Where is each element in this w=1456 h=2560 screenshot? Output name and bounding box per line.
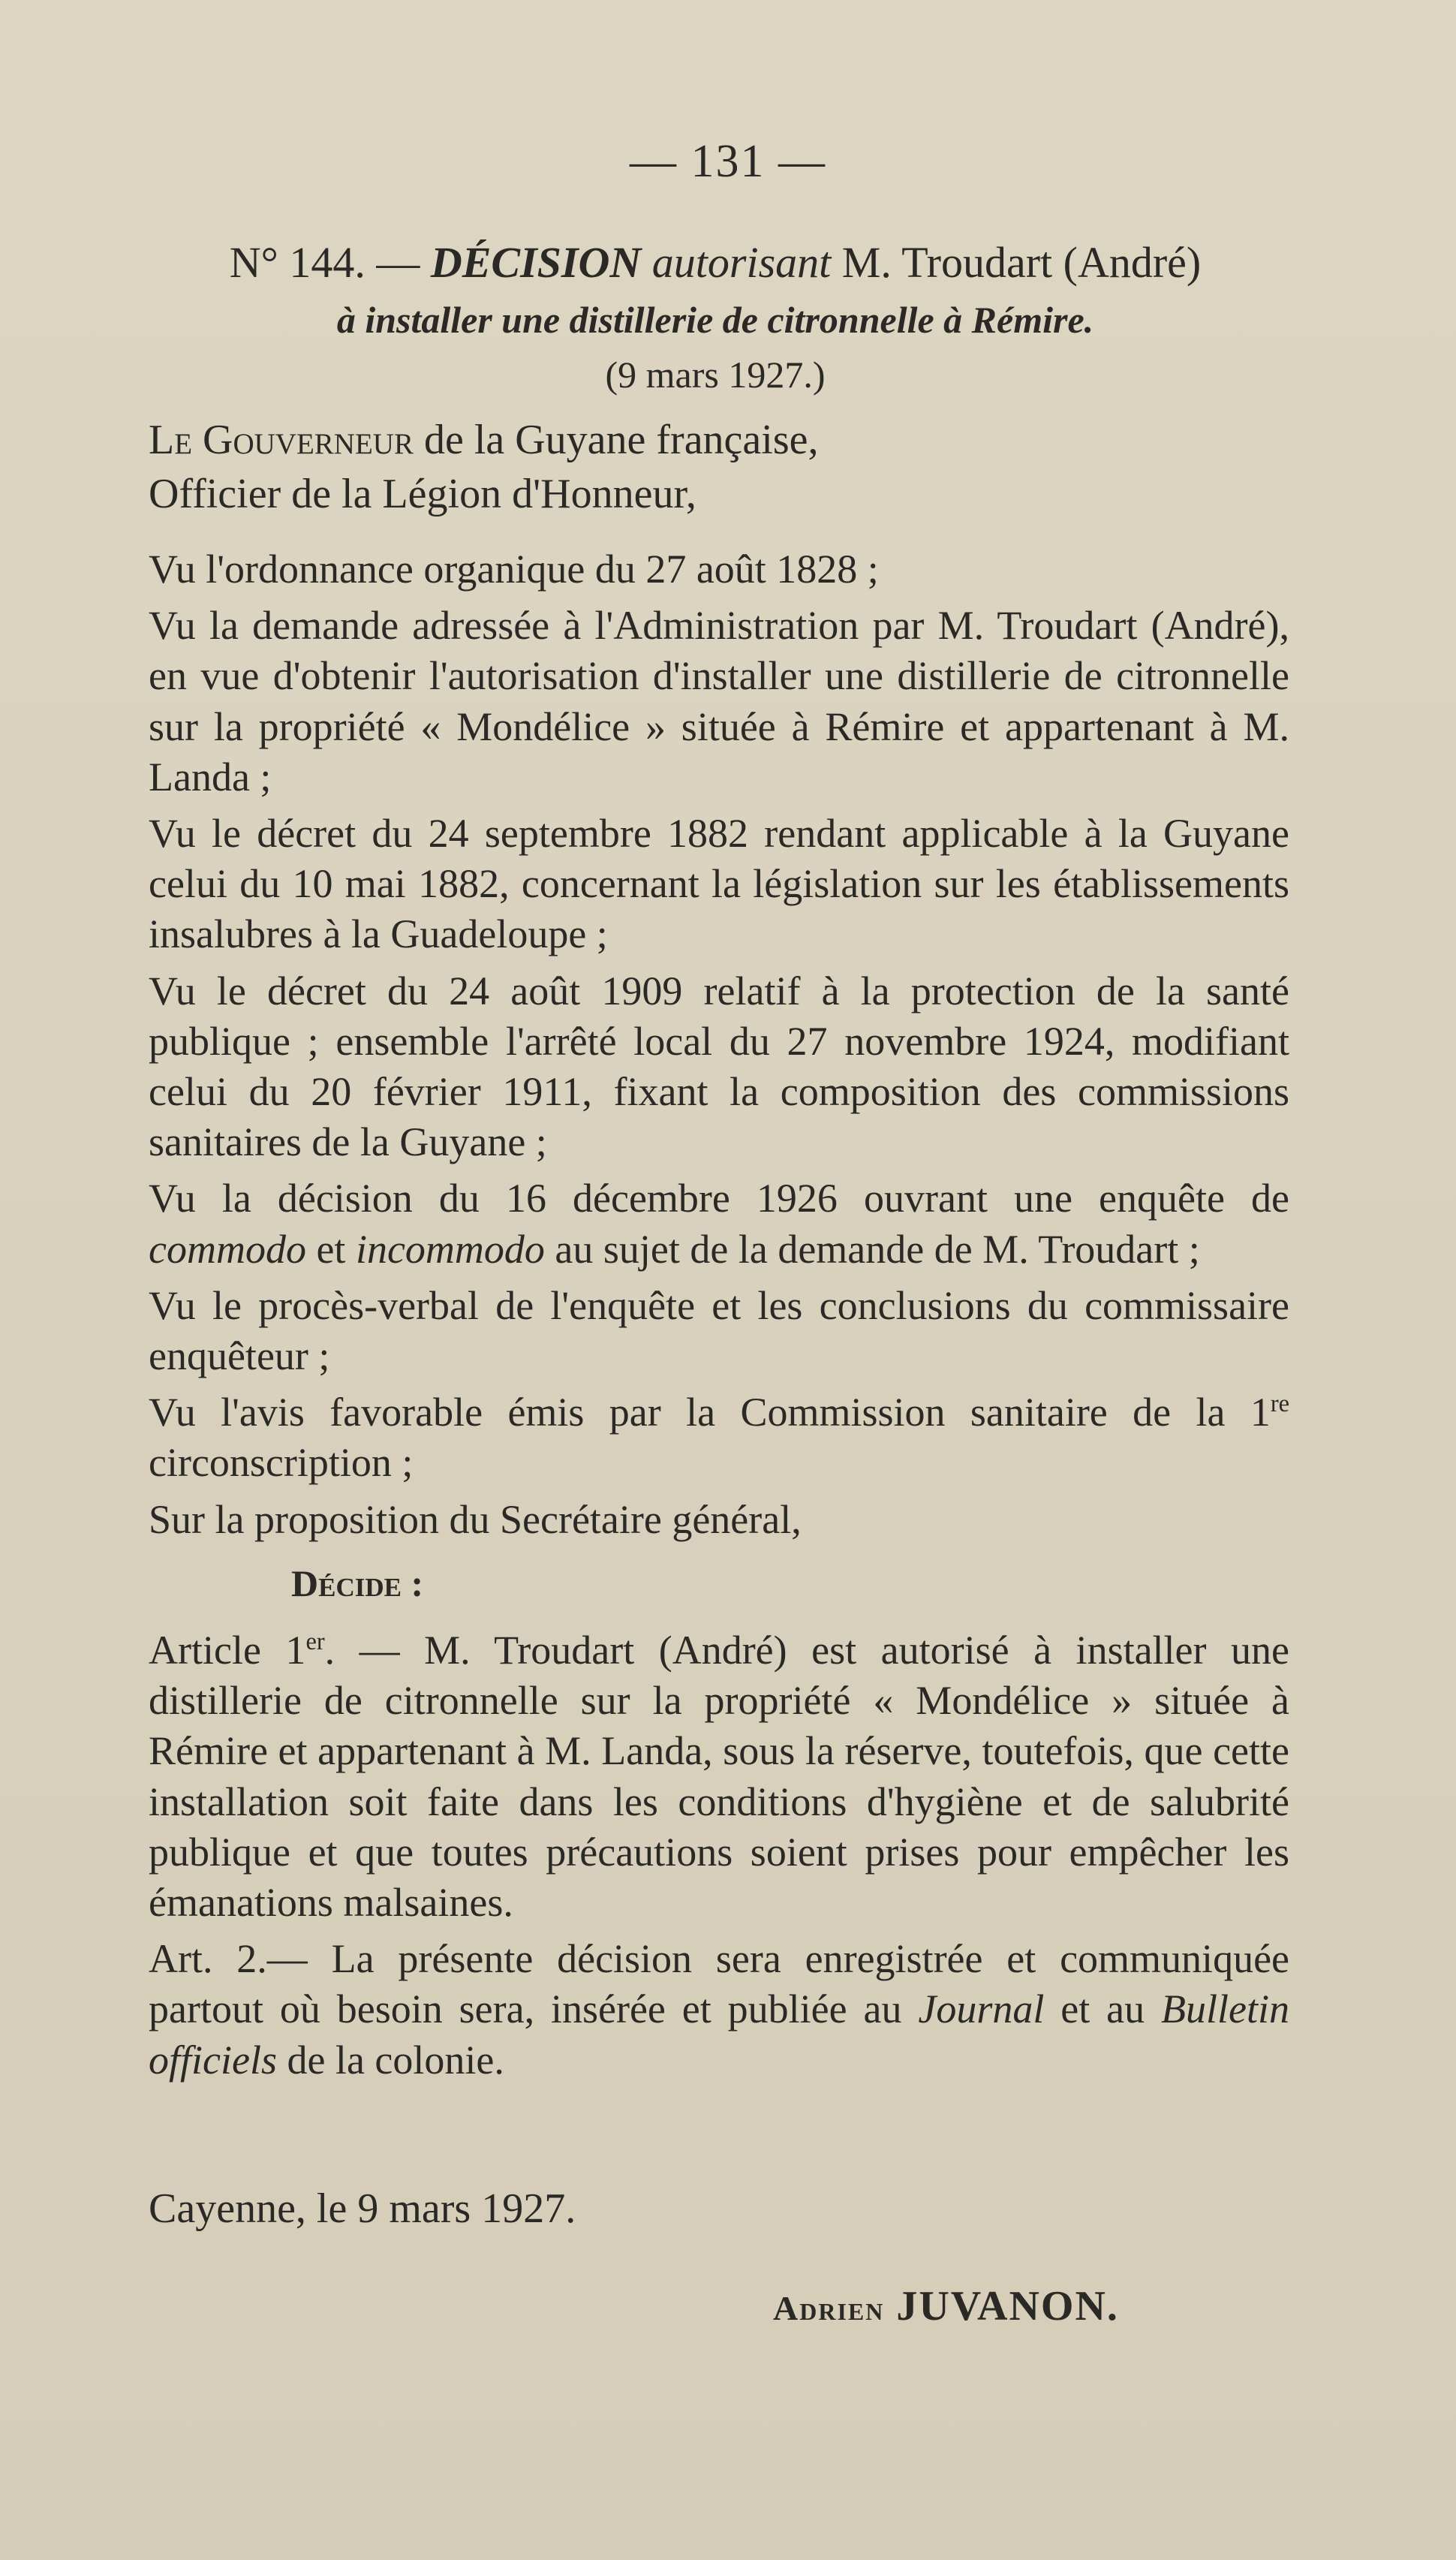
decision-title: DÉCISION	[430, 238, 642, 287]
authority-rank: Officier de la Légion d'Honneur,	[149, 471, 696, 517]
decision-authorizing: autorisant	[641, 238, 832, 287]
consideration-paragraph: Vu l'avis favorable émis par la Commission sanitaire de la 1re circonscription ;	[149, 1390, 1289, 1486]
decision-body	[141, 544, 1289, 2086]
commodo-term: commodo	[149, 1226, 306, 1272]
consideration-paragraph: Vu le procès-verbal de l'enquête et les conclusions du commissaire enquêteur ;	[149, 1282, 1289, 1379]
consideration-paragraph: Vu la demande adressée à l'Administration par M. Troudart (André), en vue d'obtenir l'autorisation d'installer une distillerie de citronnelle sur la propriété « Mondélice » située à Rémire et appartenant à M. Landa ;	[149, 603, 1289, 800]
decision-number: N° 144. —	[229, 238, 431, 287]
decision-heading	[141, 234, 1289, 348]
signatory-first-name: Adrien	[773, 2289, 885, 2327]
consideration-paragraph: Vu le décret du 24 août 1909 relatif à la protection de la santé publique ; ensemble l'arrêté local du 27 novembre 1924, modifiant celui du 20 février 1911, fixant la composition des commissions sanitaires de la Guyane ;	[149, 968, 1289, 1165]
bulletin-term: Bulletin officiels	[149, 1986, 1289, 2083]
decision-subtitle: à installer une distillerie de citronnelle à Rémire.	[336, 299, 1094, 341]
decision-subject: M. Troudart (André)	[831, 238, 1202, 287]
article-1: Article 1er. — M. Troudart (André) est autorisé à installer une distillerie de citronnelle sur la propriété « Mondélice » située à Rémire et appartenant à M. Landa, sous la réserve, toutefois, que cette installation soit faite dans les conditions d'hygiène et de salubrité publique et que toutes précautions soient prises pour empêcher les émanations malsaines.	[149, 1628, 1289, 1926]
decision-date: (9 mars 1927.)	[605, 354, 826, 396]
decides-heading: Décide :	[291, 1562, 424, 1604]
incommodo-term: incommodo	[355, 1226, 545, 1272]
proposal-paragraph: Sur la proposition du Secrétaire général,	[149, 1496, 802, 1542]
page-number: — 131 —	[630, 136, 826, 187]
consideration-paragraph: Vu l'ordonnance organique du 27 août 1828 ;	[149, 547, 879, 592]
authority-block	[141, 413, 1289, 521]
consideration-paragraph: Vu la décision du 16 décembre 1926 ouvrant une enquête de commodo et incommodo au sujet de la demande de M. Troudart ;	[149, 1176, 1289, 1272]
closing-place-date: Cayenne, le 9 mars 1927.	[149, 2185, 576, 2232]
journal-term: Journal	[918, 1986, 1045, 2032]
article-2: Art. 2.— La présente décision sera enregistrée et communiquée partout où besoin sera, insérée et publiée au Journal et au Bulletin officiels de la colonie.	[149, 1936, 1289, 2083]
consideration-paragraph: Vu le décret du 24 septembre 1882 rendant applicable à la Guyane celui du 10 mai 1882, concernant la législation sur les établissements insalubres à la Guadeloupe ;	[149, 811, 1289, 957]
signatory-last-name: JUVANON.	[884, 2283, 1119, 2330]
signature	[773, 2282, 1223, 2330]
authority-territory: de la Guyane française,	[413, 417, 819, 463]
authority-title: Le Gouverneur	[149, 417, 414, 463]
